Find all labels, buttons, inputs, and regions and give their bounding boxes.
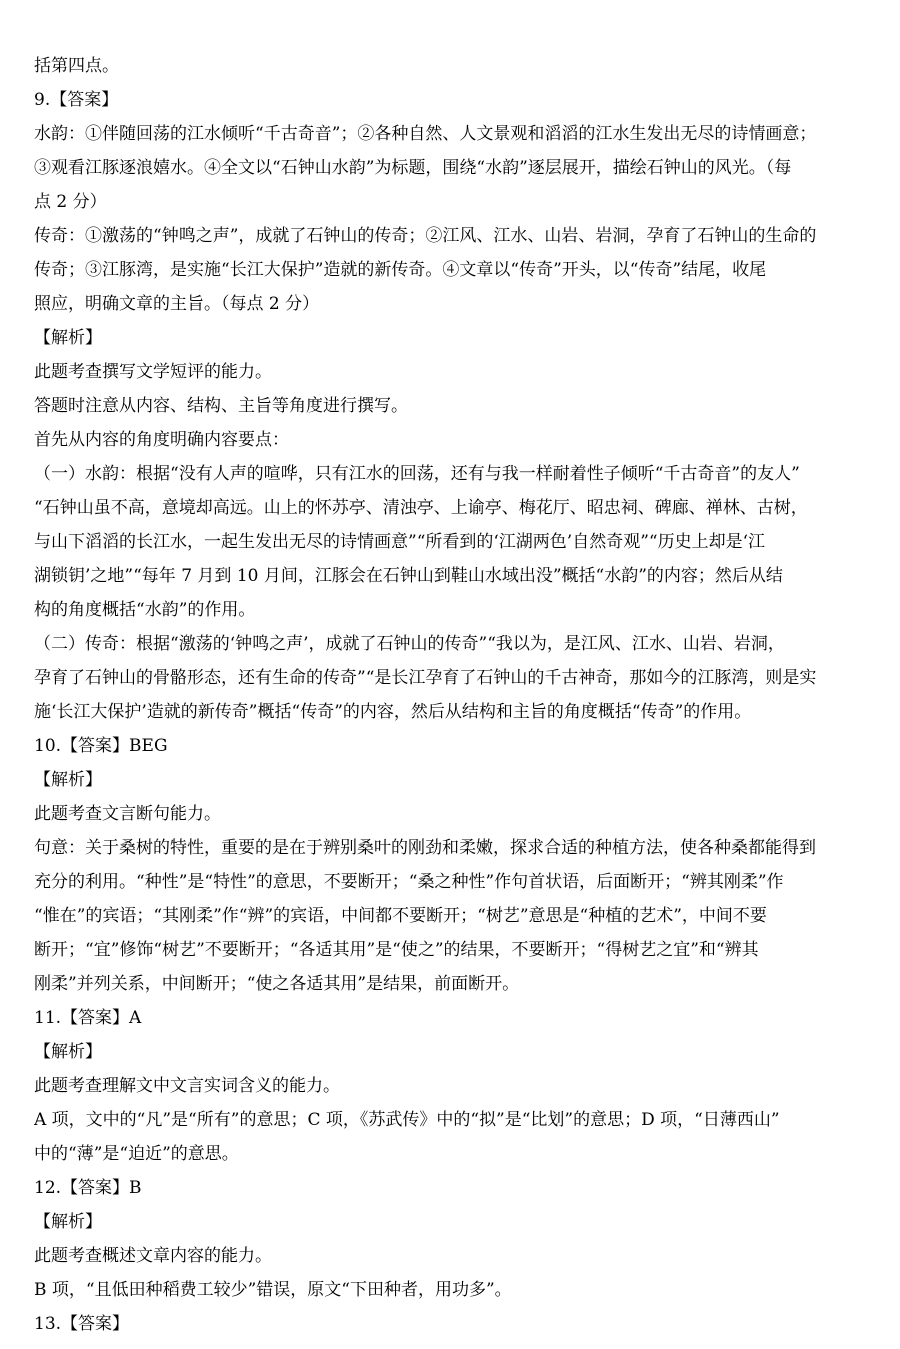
text-line: 孕育了石钟山的骨骼形态，还有生命的传奇”“是长江孕育了石钟山的千古神奇，那如今的江豚湾，则是实 xyxy=(34,668,817,688)
text-line: 此题考查理解文中文言实词含义的能力。 xyxy=(34,1076,340,1096)
text-line: 湖锁钥’之地”“每年 7 月到 10 月间，江豚会在石钟山到鞋山水域出没”概括“水韵”的内容；然后从结 xyxy=(34,566,783,586)
text-line: 括第四点。 xyxy=(34,56,119,76)
text-line: （一）水韵：根据“没有人声的喧哗，只有江水的回荡，还有与我一样耐着性子倾听“千古奇音”的友人” xyxy=(34,464,800,484)
text-line: B 项，“且低田种稻费工较少”错误，原文“下田种者，用功多”。 xyxy=(34,1280,512,1300)
text-line: ③观看江豚逐浪嬉水。④全文以“石钟山水韵”为标题，围绕“水韵”逐层展开，描绘石钟山的风光。（每 xyxy=(34,158,792,178)
analysis-heading: 【解析】 xyxy=(34,1212,102,1232)
text-line: 此题考查撰写文学短评的能力。 xyxy=(34,362,272,382)
answer-heading: 11.【答案】A xyxy=(34,1008,142,1028)
analysis-heading: 【解析】 xyxy=(34,328,102,348)
text-line: “惟在”的宾语；“其刚柔”作“辨”的宾语，中间都不要断开；“树艺”意思是“种植的艺术”，中间不要 xyxy=(34,906,767,926)
text-line: 点 2 分） xyxy=(34,192,107,212)
text-line: 照应，明确文章的主旨。（每点 2 分） xyxy=(34,294,320,314)
answer-heading: 9.【答案】 xyxy=(34,90,119,110)
text-line: 刚柔”并列关系，中间断开；“使之各适其用”是结果，前面断开。 xyxy=(34,974,520,994)
analysis-heading: 【解析】 xyxy=(34,1042,102,1062)
text-line: （二）传奇：根据“激荡的‘钟鸣之声’，成就了石钟山的传奇”“我以为，是江风、江水、山岩、岩洞， xyxy=(34,634,785,654)
text-line: A 项，文中的“凡”是“所有”的意思；C 项，《苏武传》中的“拟”是“比划”的意思；D 项，“日薄西山” xyxy=(34,1110,780,1130)
text-line: 施‘长江大保护’造就的新传奇”概括“传奇”的内容，然后从结构和主旨的角度概括“传奇”的作用。 xyxy=(34,702,752,722)
analysis-heading: 【解析】 xyxy=(34,770,102,790)
text-line: 构的角度概括“水韵”的作用。 xyxy=(34,600,256,620)
answer-heading: 12.【答案】B xyxy=(34,1178,142,1198)
text-line: 与山下滔滔的长江水，一起生发出无尽的诗情画意”“所看到的‘江湖两色’自然奇观”“历史上却是‘江 xyxy=(34,532,765,552)
answer-heading: 13.【答案】 xyxy=(34,1314,130,1334)
text-line: “石钟山虽不高，意境却高远。山上的怀苏亭、清浊亭、上谕亭、梅花厅、昭忠祠、碑廊、禅林、古树， xyxy=(34,498,808,518)
answer-heading: 10.【答案】BEG xyxy=(34,736,168,756)
text-line: 此题考查文言断句能力。 xyxy=(34,804,221,824)
text-line: 传奇；③江豚湾，是实施“长江大保护”造就的新传奇。④文章以“传奇”开头，以“传奇”结尾，收尾 xyxy=(34,260,767,280)
text-line: 答题时注意从内容、结构、主旨等角度进行撰写。 xyxy=(34,396,408,416)
text-line: 中的“薄”是“迫近”的意思。 xyxy=(34,1144,239,1164)
text-line: 句意：关于桑树的特性，重要的是在于辨别桑叶的刚劲和柔嫩，探求合适的种植方法，使各种桑都能得到 xyxy=(34,838,816,858)
text-line: 传奇：①激荡的“钟鸣之声”，成就了石钟山的传奇；②江风、江水、山岩、岩洞，孕育了石钟山的生命的 xyxy=(34,226,817,246)
text-line: 充分的利用。“种性”是“特性”的意思，不要断开；“桑之种性”作句首状语，后面断开；“辨其刚柔”作 xyxy=(34,872,784,892)
text-line: 断开；“宜”修饰“树艺”不要断开；“各适其用”是“使之”的结果，不要断开；“得树艺之宜”和“辨其 xyxy=(34,940,759,960)
text-line: 水韵：①伴随回荡的江水倾听“千古奇音”；②各种自然、人文景观和滔滔的江水生发出无尽的诗情画意； xyxy=(34,124,817,144)
text-line: 首先从内容的角度明确内容要点： xyxy=(34,430,289,450)
text-line: 此题考查概述文章内容的能力。 xyxy=(34,1246,272,1266)
